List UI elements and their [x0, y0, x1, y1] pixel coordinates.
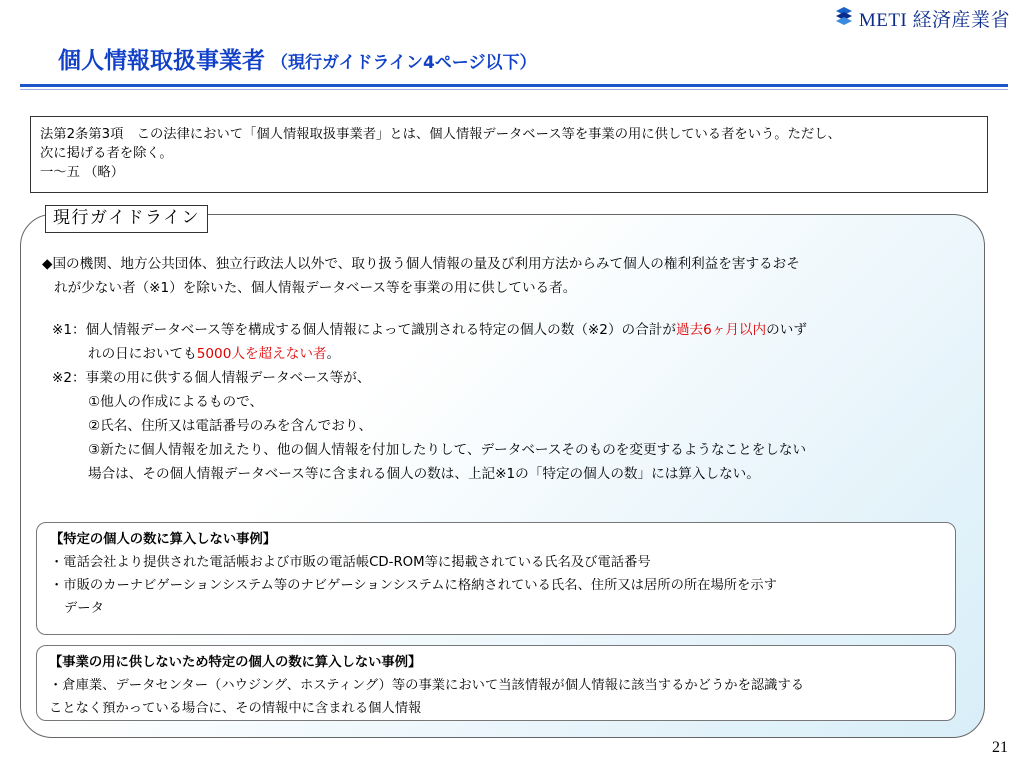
example-box-heading: 【事業の用に供しないため特定の個人の数に算入しない事例】 [49, 655, 422, 670]
guideline-body [42, 252, 972, 486]
title-underline-thin [20, 89, 1008, 90]
note-2: ※2：事業の用に供する個人情報データベース等が、 [52, 370, 371, 386]
meti-logo-icon [833, 5, 855, 32]
note-2-item: ③新たに個人情報を加えたり、他の個人情報を付加したりして、データベースそのものを変更するようなことをしない [88, 442, 807, 458]
example-line: データ [64, 601, 104, 616]
law-line: 次に掲げる者を除く。 [40, 146, 173, 161]
example-line: ことなく預かっている場合に、その情報中に含まれる個人情報 [49, 701, 422, 716]
bullet-line: ◆国の機関、地方公共団体、独立行政法人以外で、取り扱う個人情報の量及び利用方法からみて個人の権利利益を害するおそ [42, 256, 800, 272]
example-box-not-business-use [36, 645, 956, 721]
note-2-item: 場合は、その個人情報データベース等に含まれる個人の数は、上記※1の「特定の個人の数」には算入しない。 [88, 466, 760, 482]
note-2-item: ②氏名、住所又は電話番号のみを含んでおり、 [88, 418, 373, 434]
law-article-box [30, 116, 988, 193]
meti-logo [833, 5, 1010, 32]
meti-logo-text: METI 経済産業省 [858, 10, 1010, 31]
page-title-sub: （現行ガイドライン4ページ以下） [271, 53, 537, 73]
law-line: 法第2条第3項 この法律において「個人情報取扱事業者」とは、個人情報データベース等を事業の用に供している者をいう。ただし、 [40, 127, 841, 142]
example-line: ・市販のカーナビゲーションシステム等のナビゲーションシステムに格納されている氏名、住所又は居所の所在場所を示す [50, 578, 777, 593]
note-2-item: ①他人の作成によるもので、 [88, 394, 264, 410]
page-title [58, 42, 536, 75]
example-line: ・電話会社より提供された電話帳および市販の電話帳CD-ROM等に掲載されている氏名及び電話番号 [50, 555, 651, 570]
example-box-not-counted [36, 522, 956, 635]
page-number: 21 [992, 739, 1008, 756]
note-1-cont: れの日においても5000人を超えない者。 [88, 346, 341, 362]
page-title-main: 個人情報取扱事業者 [58, 48, 265, 74]
bullet-line: れが少ない者（※1）を除いた、個人情報データベース等を事業の用に供している者。 [54, 280, 577, 296]
note-1: ※1：個人情報データベース等を構成する個人情報によって識別される特定の個人の数（※2）の合計が過去6ヶ月以内のいず [52, 322, 807, 338]
title-underline [20, 84, 1008, 87]
highlight-threshold: 5000人を超えない者 [196, 346, 327, 362]
law-line: 一～五 （略） [40, 165, 125, 180]
example-line: ・倉庫業、データセンター（ハウジング、ホスティング）等の事業において当該情報が個人情報に該当するかどうかを認識する [49, 678, 805, 693]
guideline-panel-label: 現行ガイドライン [45, 205, 208, 233]
example-box-heading: 【特定の個人の数に算入しない事例】 [50, 532, 277, 547]
highlight-period: 過去6ヶ月以内 [675, 322, 767, 338]
